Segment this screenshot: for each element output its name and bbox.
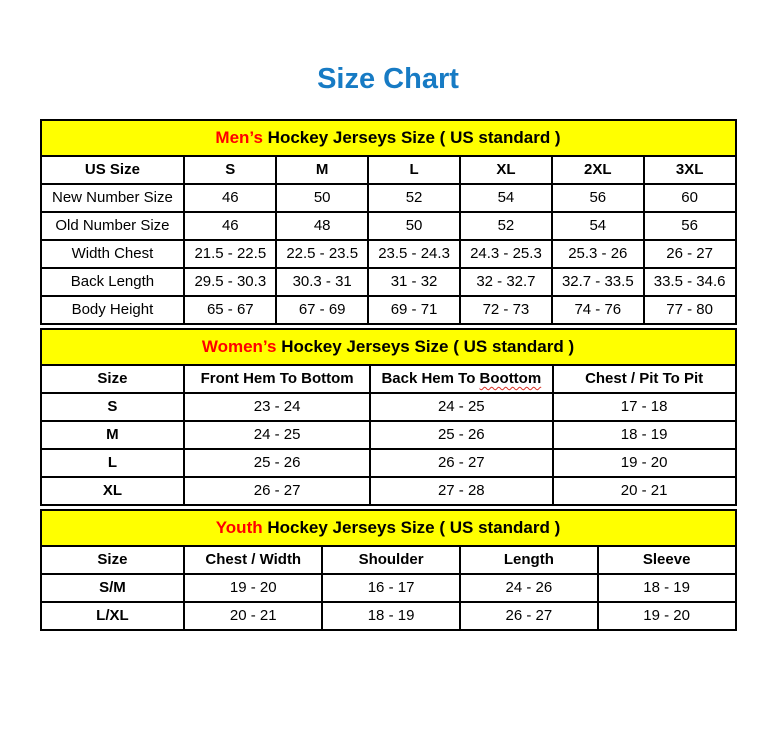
womens-size-table <box>40 328 737 506</box>
mens-col-2xl: 2XL <box>552 156 644 184</box>
size-cell: 54 <box>460 184 552 212</box>
size-cell: 25 - 26 <box>370 421 553 449</box>
size-cell: 67 - 69 <box>276 296 368 324</box>
table-row <box>41 421 736 449</box>
size-cell: 77 - 80 <box>644 296 736 324</box>
womens-col-size: Size <box>41 365 185 393</box>
size-cell: 60 <box>644 184 736 212</box>
table-row <box>41 449 736 477</box>
mens-header-row <box>41 156 736 184</box>
size-cell: 18 - 19 <box>598 574 736 602</box>
row-label: Old Number Size <box>41 212 185 240</box>
mens-col-l: L <box>368 156 460 184</box>
mens-col-xl: XL <box>460 156 552 184</box>
size-cell: 20 - 21 <box>184 602 322 630</box>
womens-table-banner <box>41 329 736 365</box>
size-cell: 24.3 - 25.3 <box>460 240 552 268</box>
size-cell: 32 - 32.7 <box>460 268 552 296</box>
row-label: Body Height <box>41 296 185 324</box>
size-cell: 33.5 - 34.6 <box>644 268 736 296</box>
womens-col-front-hem: Front Hem To Bottom <box>184 365 370 393</box>
size-cell: 18 - 19 <box>553 421 736 449</box>
youth-col-length: Length <box>460 546 598 574</box>
womens-header-row <box>41 365 736 393</box>
size-cell: 20 - 21 <box>553 477 736 505</box>
mens-size-table <box>40 119 737 325</box>
table-row <box>41 393 736 421</box>
size-cell: 72 - 73 <box>460 296 552 324</box>
row-label: New Number Size <box>41 184 185 212</box>
mens-col-s: S <box>184 156 276 184</box>
youth-banner-row <box>41 510 736 546</box>
size-cell: 50 <box>276 184 368 212</box>
mens-col-m: M <box>276 156 368 184</box>
size-cell: 23.5 - 24.3 <box>368 240 460 268</box>
row-label: XL <box>41 477 185 505</box>
size-cell: 46 <box>184 212 276 240</box>
size-cell: 24 - 26 <box>460 574 598 602</box>
table-row <box>41 184 736 212</box>
youth-col-size: Size <box>41 546 185 574</box>
row-label: L <box>41 449 185 477</box>
size-chart-sheet <box>40 119 737 631</box>
page-title: Size Chart <box>317 63 459 95</box>
size-cell: 46 <box>184 184 276 212</box>
mens-table-banner <box>41 120 736 156</box>
row-label: S <box>41 393 185 421</box>
size-cell: 26 - 27 <box>370 449 553 477</box>
size-cell: 19 - 20 <box>598 602 736 630</box>
row-label: Back Length <box>41 268 185 296</box>
back-hem-typo-word: Boottom <box>479 370 542 387</box>
table-row <box>41 296 736 324</box>
size-cell: 24 - 25 <box>370 393 553 421</box>
row-label: S/M <box>41 574 185 602</box>
size-cell: 19 - 20 <box>184 574 322 602</box>
size-cell: 25 - 26 <box>184 449 370 477</box>
size-cell: 48 <box>276 212 368 240</box>
womens-col-chest: Chest / Pit To Pit <box>553 365 736 393</box>
size-cell: 30.3 - 31 <box>276 268 368 296</box>
youth-banner-text: Hockey Jerseys Size ( US standard ) <box>262 518 561 537</box>
size-cell: 27 - 28 <box>370 477 553 505</box>
youth-size-table <box>40 509 737 631</box>
size-cell: 52 <box>368 184 460 212</box>
size-cell: 18 - 19 <box>322 602 460 630</box>
womens-banner-row <box>41 329 736 365</box>
size-cell: 25.3 - 26 <box>552 240 644 268</box>
size-cell: 26 - 27 <box>644 240 736 268</box>
size-cell: 26 - 27 <box>184 477 370 505</box>
row-label: L/XL <box>41 602 185 630</box>
youth-col-shoulder: Shoulder <box>322 546 460 574</box>
size-cell: 31 - 32 <box>368 268 460 296</box>
size-cell: 50 <box>368 212 460 240</box>
size-cell: 17 - 18 <box>553 393 736 421</box>
size-cell: 21.5 - 22.5 <box>184 240 276 268</box>
size-cell: 29.5 - 30.3 <box>184 268 276 296</box>
youth-header-row <box>41 546 736 574</box>
youth-banner-highlight: Youth <box>215 518 263 537</box>
size-cell: 16 - 17 <box>322 574 460 602</box>
table-row <box>41 240 736 268</box>
table-row <box>41 602 736 630</box>
womens-banner-highlight: Women’s <box>201 337 277 356</box>
size-cell: 65 - 67 <box>184 296 276 324</box>
size-cell: 56 <box>644 212 736 240</box>
size-cell: 52 <box>460 212 552 240</box>
youth-col-sleeve: Sleeve <box>598 546 736 574</box>
mens-banner-text: Hockey Jerseys Size ( US standard ) <box>262 128 561 147</box>
size-cell: 69 - 71 <box>368 296 460 324</box>
size-cell: 56 <box>552 184 644 212</box>
row-label: M <box>41 421 185 449</box>
row-label: Width Chest <box>41 240 185 268</box>
mens-banner-row <box>41 120 736 156</box>
table-row <box>41 212 736 240</box>
mens-col-3xl: 3XL <box>644 156 736 184</box>
womens-col-back-hem <box>370 365 553 393</box>
size-cell: 54 <box>552 212 644 240</box>
size-cell: 19 - 20 <box>553 449 736 477</box>
size-cell: 32.7 - 33.5 <box>552 268 644 296</box>
size-cell: 74 - 76 <box>552 296 644 324</box>
size-cell: 26 - 27 <box>460 602 598 630</box>
table-row <box>41 574 736 602</box>
mens-col-us-size: US Size <box>41 156 185 184</box>
size-cell: 23 - 24 <box>184 393 370 421</box>
youth-col-chest-width: Chest / Width <box>184 546 322 574</box>
youth-table-banner <box>41 510 736 546</box>
size-cell: 22.5 - 23.5 <box>276 240 368 268</box>
table-row <box>41 477 736 505</box>
womens-banner-text: Hockey Jerseys Size ( US standard ) <box>276 337 575 356</box>
size-cell: 24 - 25 <box>184 421 370 449</box>
mens-banner-highlight: Men’s <box>215 128 263 147</box>
back-hem-label: Back Hem To <box>381 370 480 387</box>
table-row <box>41 268 736 296</box>
